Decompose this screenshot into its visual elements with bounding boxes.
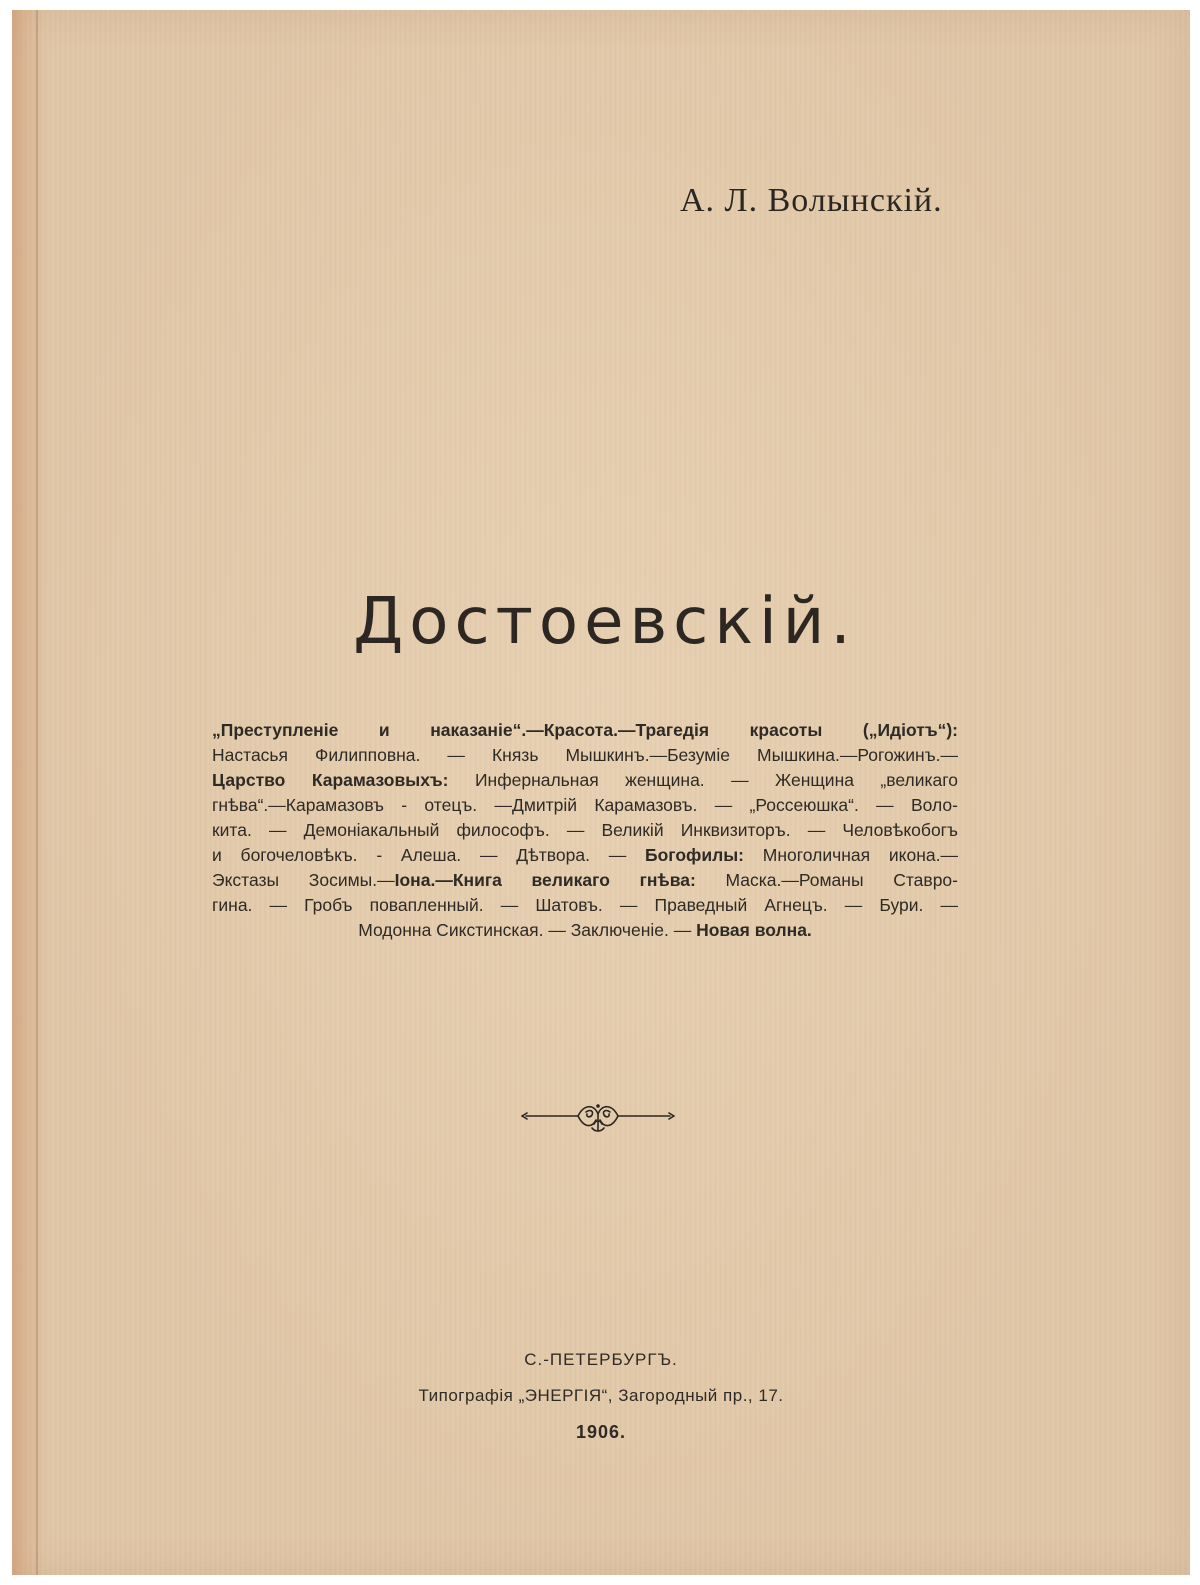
contents-line	[212, 843, 958, 868]
imprint-city: С.-ПЕТЕРБУРГЪ.	[524, 1350, 678, 1369]
contents-line	[212, 768, 958, 793]
contents-text: „Преступленіе и наказаніе“.—Красота.—Трагедія красоты („Идіотъ“):	[212, 720, 958, 740]
spine-edge	[12, 10, 46, 1575]
contents-text: Экстазы Зосимы.—	[212, 870, 395, 890]
contents-line	[212, 893, 958, 918]
contents-line	[212, 793, 958, 818]
contents-text: кита. — Демоніакальный философъ. — Великій Инквизиторъ. — Человѣкобогъ	[212, 820, 958, 840]
contents-text: Многоличная икона.—	[744, 845, 958, 865]
contents-line	[212, 718, 958, 743]
imprint-year: 1906.	[575, 1422, 627, 1442]
contents-text: Царство Карамазовыхъ:	[212, 770, 449, 790]
contents-text: гина. — Гробъ повапленный. — Шатовъ. — Праведный Агнецъ. — Бури. —	[212, 895, 958, 915]
book-title: Достоевскій.	[353, 585, 857, 659]
contents-text: Богофилы:	[645, 845, 745, 865]
contents-line	[212, 743, 958, 768]
imprint	[12, 1342, 1190, 1450]
contents-line	[212, 868, 958, 893]
contents-text: Маска.—Романы Ставро-	[695, 870, 958, 890]
author-name: А. Л. Волынскій.	[680, 182, 943, 219]
contents-line	[212, 818, 958, 843]
title-page	[12, 10, 1190, 1575]
floral-ornament-icon	[520, 1098, 676, 1136]
imprint-press: Типографія „ЭНЕРГІЯ“, Загородный пр., 17.	[418, 1386, 784, 1405]
contents-summary	[212, 718, 958, 943]
contents-line	[212, 918, 958, 943]
contents-text: гнѣва“.—Карамазовъ - отецъ. —Дмитрій Карамазовъ. — „Россеюшка“. — Воло-	[212, 795, 958, 815]
contents-text: и богочеловѣкъ. - Алеша. — Дѣтвора. —	[212, 845, 646, 865]
spine-fold-line	[36, 10, 38, 1575]
contents-text: Новая волна.	[696, 920, 812, 940]
contents-text: Настасья Филипповна. — Князь Мышкинъ.—Безуміе Мышкина.—Рогожинъ.—	[212, 745, 958, 765]
contents-text: Инфернальная женщина. — Женщина „великаго	[448, 770, 958, 790]
contents-text: Модонна Сикстинская. — Заключеніе. —	[358, 920, 697, 940]
contents-text: Іона.—Книга великаго гнѣва:	[394, 870, 696, 890]
